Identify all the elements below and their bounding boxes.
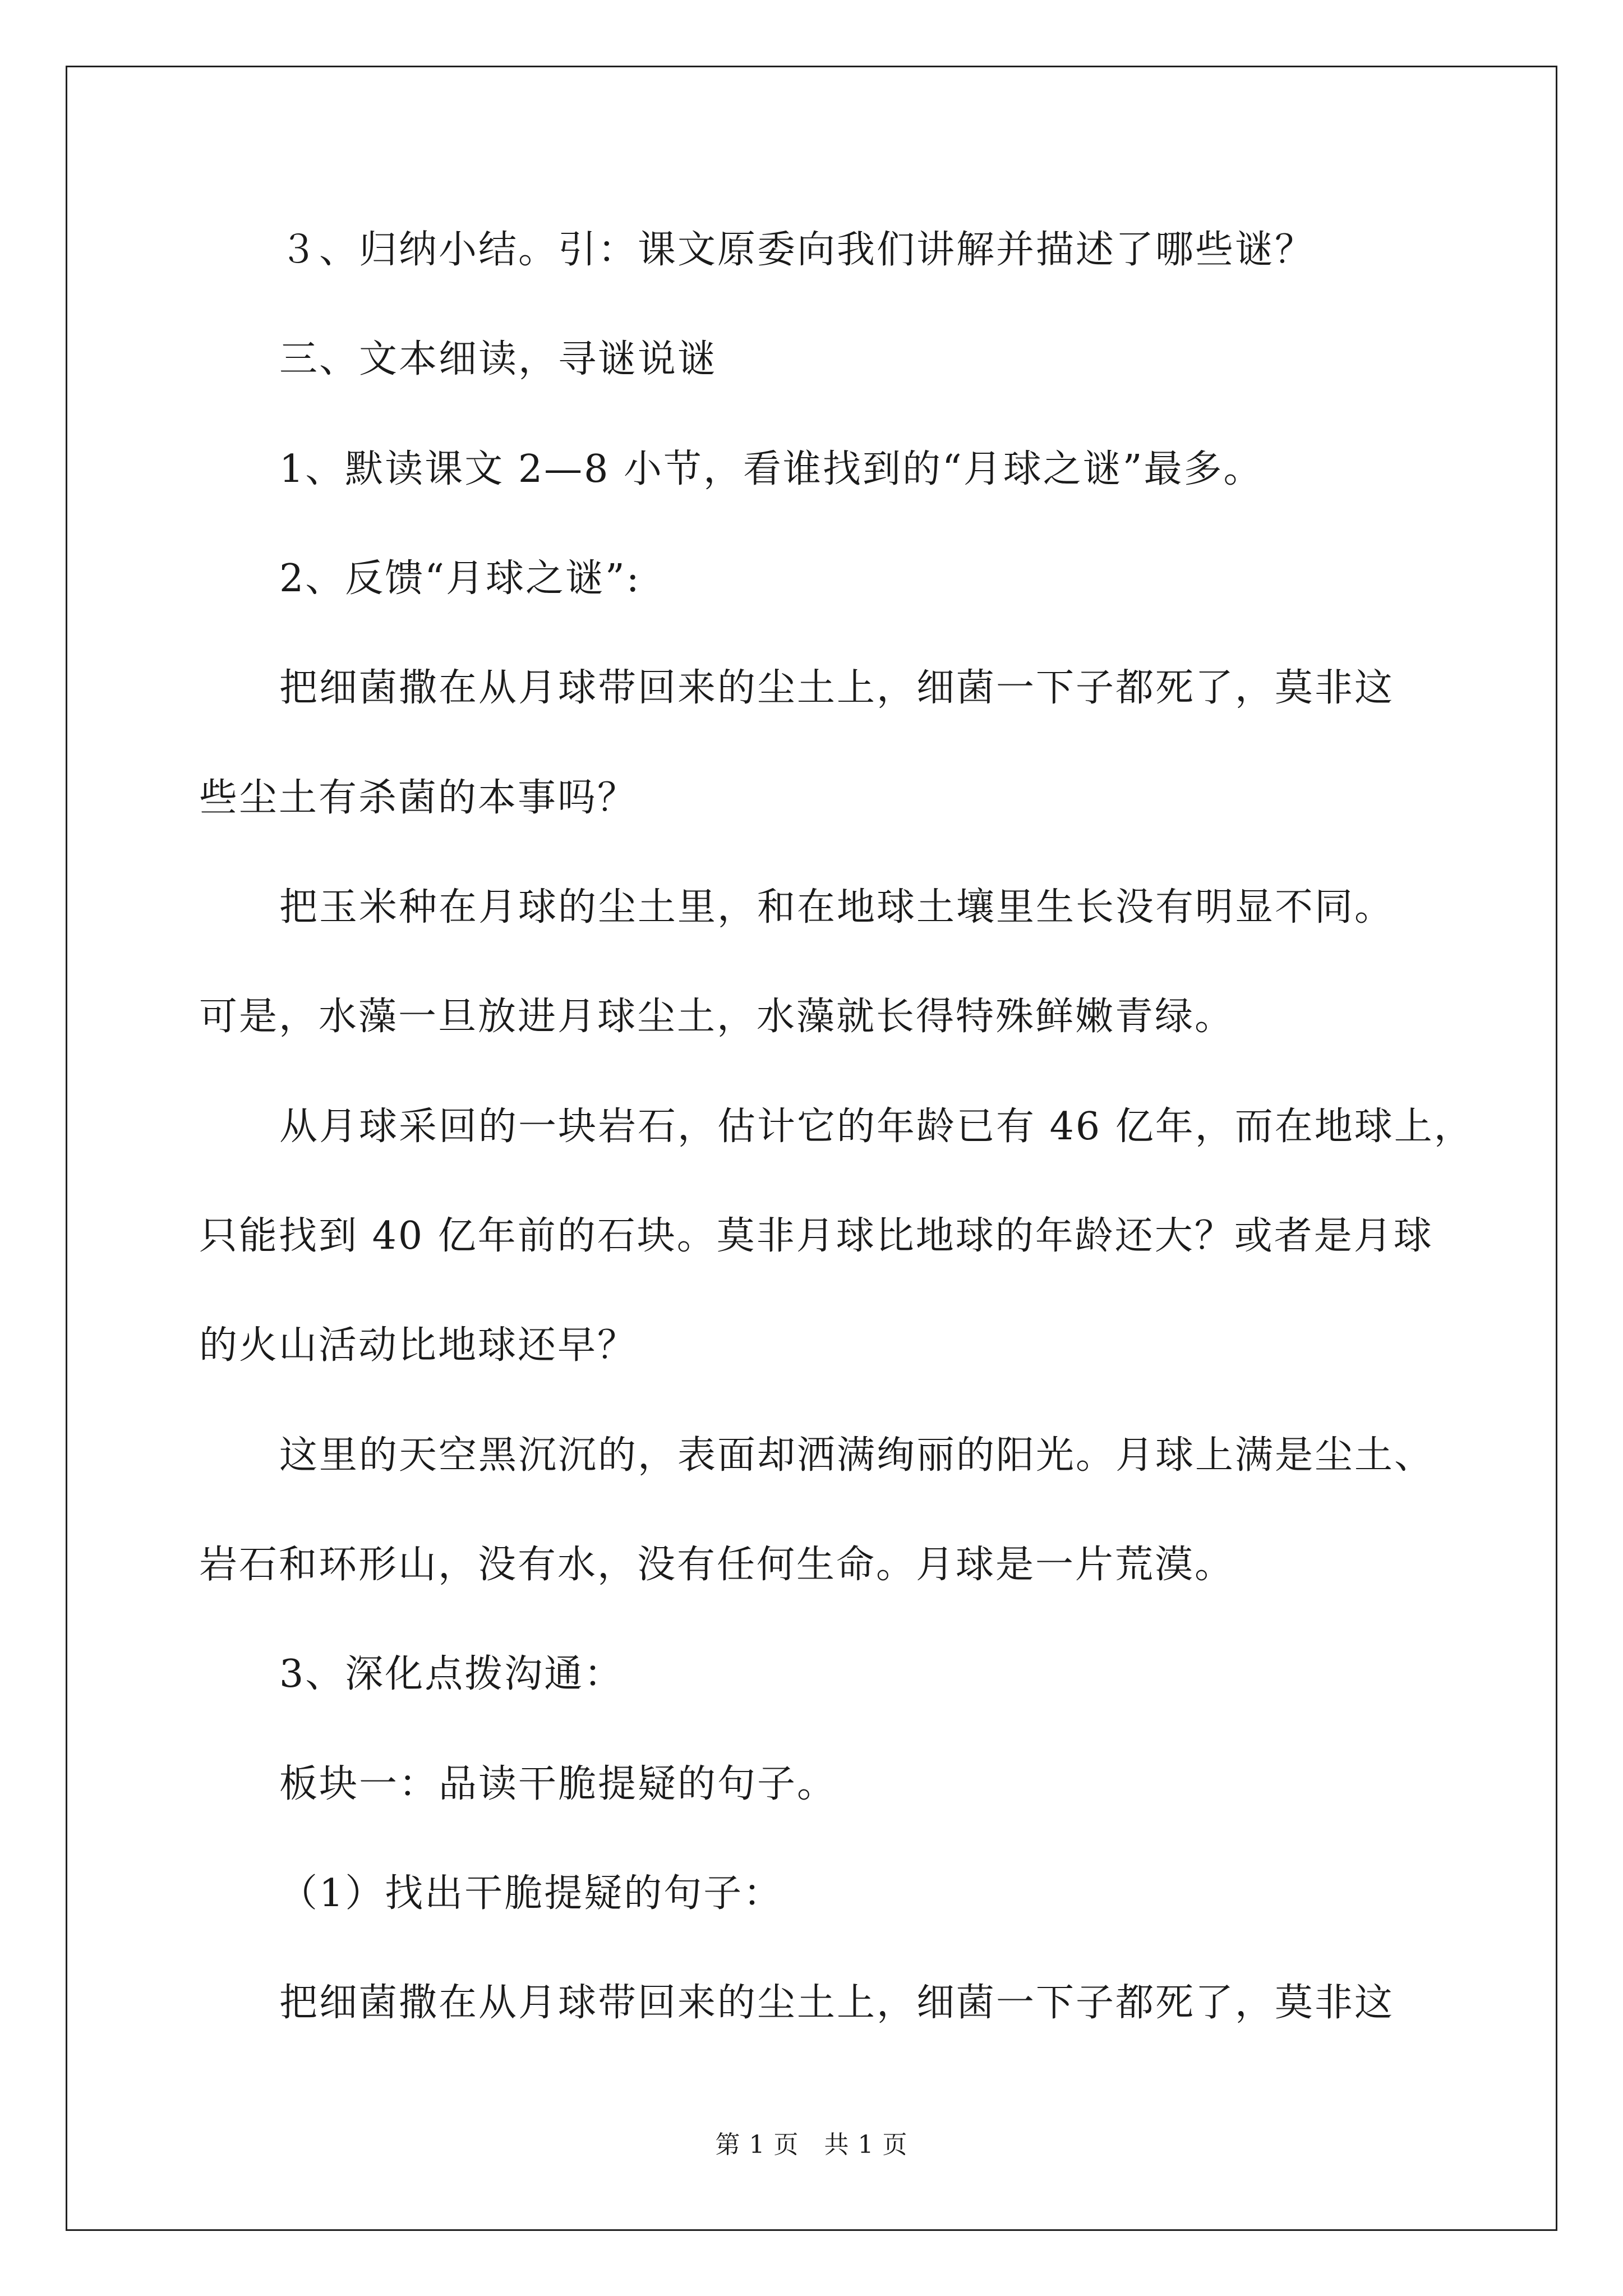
paragraph-line: 把细菌撒在从月球带回来的尘土上，细菌一下子都死了，莫非这 bbox=[279, 666, 1395, 710]
paragraph-line: 这里的天空黑沉沉的，表面却洒满绚丽的阳光。月球上满是尘土、 bbox=[279, 1433, 1435, 1478]
paragraph-line: 的火山活动比地球还早？ bbox=[199, 1323, 638, 1368]
paragraph-line: 可是，水藻一旦放进月球尘土，水藻就长得特殊鲜嫩青绿。 bbox=[199, 995, 1235, 1039]
step-2-heading: 2、反馈“月球之谜”: bbox=[279, 556, 641, 601]
sub-step-heading: （1）找出干脆提疑的句子： bbox=[279, 1871, 783, 1916]
step-1-instruction: 1、默读课文 2—8 小节，看谁找到的“月球之谜”最多。 bbox=[279, 447, 1264, 491]
summary-question: ３、归纳小结。引：课文原委向我们讲解并描述了哪些谜？ bbox=[279, 228, 1315, 272]
paragraph-line: 只能找到 40 亿年前的石块。莫非月球比地球的年龄还大？或者是月球 bbox=[199, 1214, 1433, 1258]
paragraph-line: 把玉米种在月球的尘土里，和在地球土壤里生长没有明显不同。 bbox=[279, 885, 1395, 930]
step-3-heading: 3、深化点拨沟通： bbox=[279, 1652, 624, 1696]
block-heading: 板块一：品读干脆提疑的句子。 bbox=[279, 1762, 837, 1806]
page-number-footer: 第 1 页 共 1 页 bbox=[715, 2131, 908, 2159]
paragraph-line: 岩石和环形山，没有水，没有任何生命。月球是一片荒漠。 bbox=[199, 1543, 1235, 1587]
paragraph-line: 把细菌撒在从月球带回来的尘土上，细菌一下子都死了，莫非这 bbox=[279, 1981, 1395, 2025]
paragraph-line: 些尘土有杀菌的本事吗？ bbox=[199, 776, 638, 820]
section-heading: 三、文本细读，寻谜说谜 bbox=[279, 337, 718, 381]
paragraph-line: 从月球采回的一块岩石，估计它的年龄已有 46 亿年，而在地球上， bbox=[279, 1105, 1474, 1149]
